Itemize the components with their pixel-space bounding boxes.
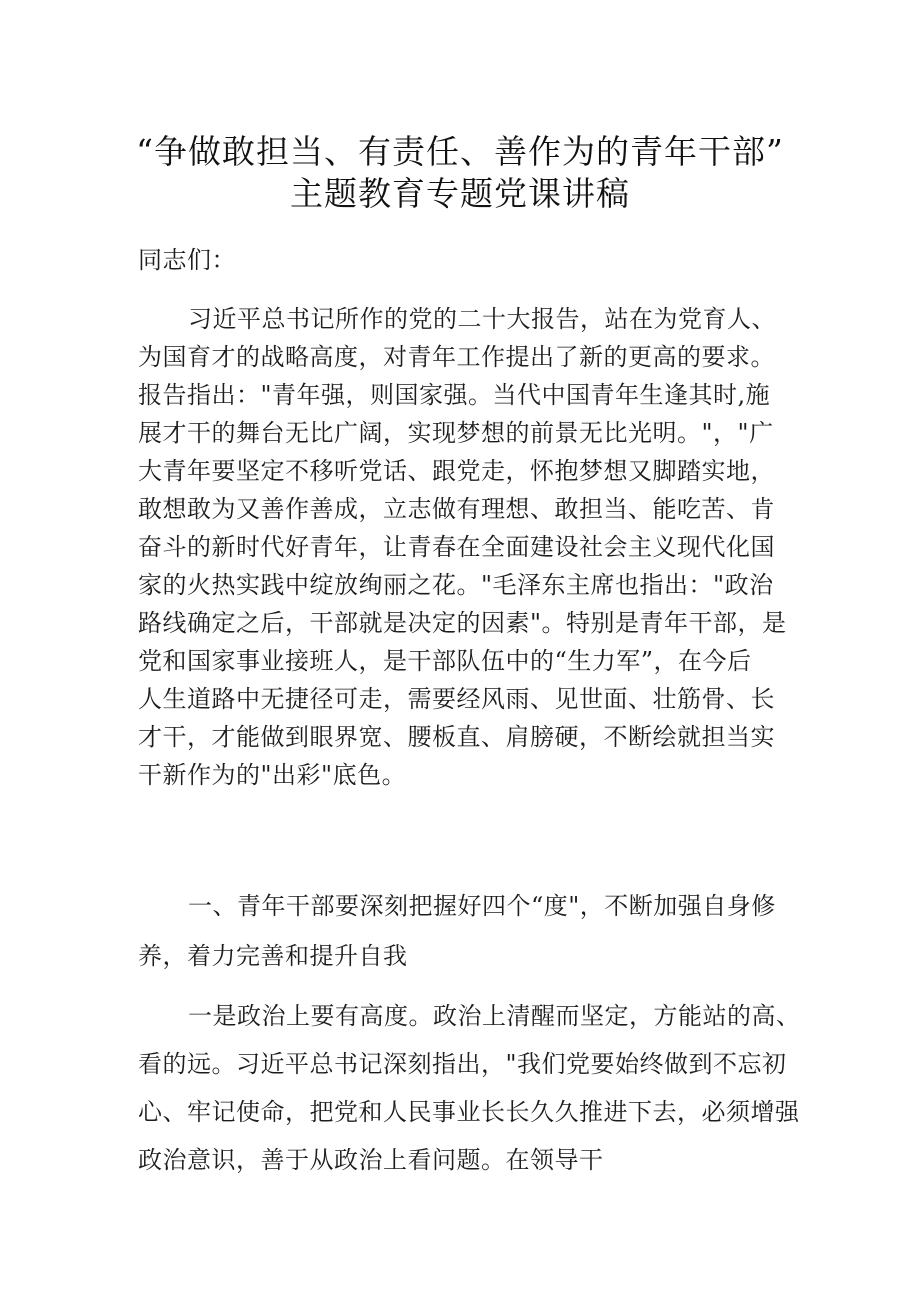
paragraph-3-line-4: 政治意识，善于从政治上看问题。在领导干 bbox=[138, 1146, 604, 1174]
document-title-line-1: “争做敢担当、有责任、善作为的青年干部” bbox=[136, 132, 784, 171]
paragraph-1-line-4: 展才干的舞台无比广阔，实现梦想的前景无比光明。"，"广 bbox=[138, 419, 774, 447]
paragraph-3-line-3: 心、牢记使命，把党和人民事业长长久久推进下去，必须增强 bbox=[138, 1098, 800, 1126]
paragraph-3-line-2: 看的远。习近平总书记深刻指出，"我们党要始终做到不忘初 bbox=[138, 1050, 787, 1078]
document-title-line-2: 主题教育专题党课讲稿 bbox=[290, 174, 630, 213]
salutation: 同志们： bbox=[138, 246, 236, 274]
paragraph-1-line-10: 党和国家事业接班人，是干部队伍中的“生力军”，在今后 bbox=[138, 647, 752, 675]
paragraph-1-line-12: 才干，才能做到眼界宽、腰板直、肩膀硬，不断绘就担当实 bbox=[138, 723, 775, 751]
paragraph-1-line-6: 敢想敢为又善作善成，立志做有理想、敢担当、能吃苦、肯 bbox=[138, 495, 775, 523]
paragraph-1-line-5: 大青年要坚定不移听党话、跟党走，怀抱梦想又脚踏实地， bbox=[138, 457, 775, 485]
paragraph-1-line-7: 奋斗的新时代好青年，让青春在全面建设社会主义现代化国 bbox=[138, 533, 775, 561]
paragraph-1-line-8: 家的火热实践中绽放绚丽之花。"毛泽东主席也指出："政治 bbox=[138, 571, 774, 599]
paragraph-1-line-9: 路线确定之后，干部就是决定的因素"。特别是青年干部，是 bbox=[138, 609, 787, 637]
section-heading-line-1: 一、青年干部要深刻把握好四个“度"，不断加强自身修 bbox=[188, 892, 776, 920]
paragraph-1-line-13: 干新作为的"出彩"底色。 bbox=[138, 761, 407, 789]
paragraph-1-line-11: 人生道路中无捷径可走，需要经风雨、见世面、壮筋骨、长 bbox=[138, 685, 775, 713]
paragraph-1-line-2: 为国育才的战略高度，对青年工作提出了新的更高的要求。 bbox=[138, 343, 775, 371]
section-heading-line-2: 养，着力完善和提升自我 bbox=[138, 942, 408, 970]
paragraph-3-line-1: 一是政治上要有高度。政治上清醒而坚定，方能站的高、 bbox=[188, 1002, 801, 1030]
paragraph-1-line-3: 报告指出："青年强，则国家强。当代中国青年生逢其时,施 bbox=[138, 381, 771, 409]
paragraph-1-line-1: 习近平总书记所作的党的二十大报告，站在为党育人、 bbox=[188, 305, 776, 333]
